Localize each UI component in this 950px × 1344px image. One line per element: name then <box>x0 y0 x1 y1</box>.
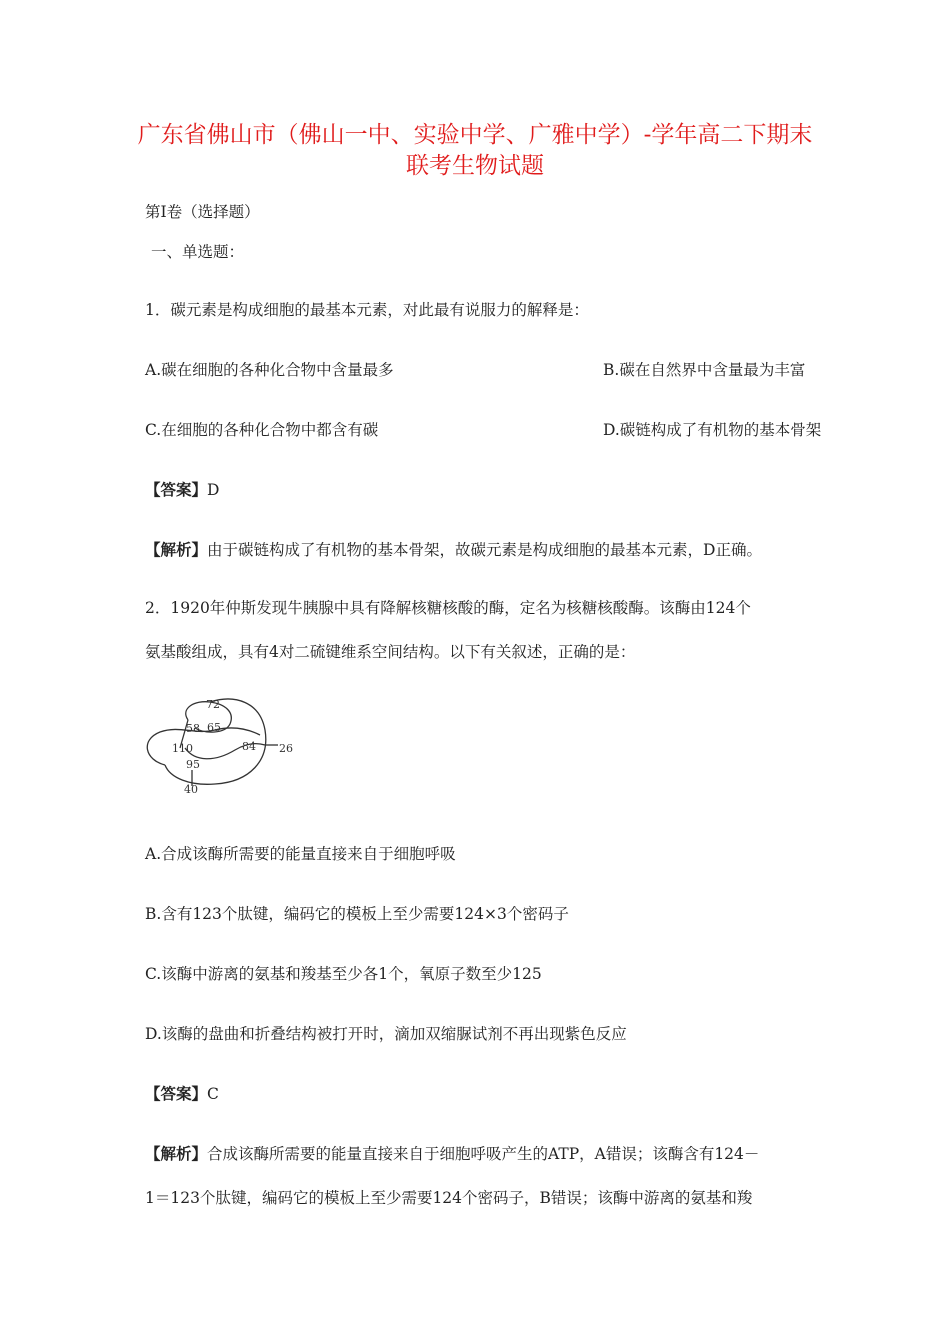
label-72: 72 <box>206 698 220 711</box>
q1-options-row-2 <box>145 418 822 440</box>
label-65: 65 <box>207 721 221 734</box>
label-58: 58 <box>186 722 200 735</box>
q1-stem: 1．碳元素是构成细胞的最基本元素，对此最有说服力的解释是： <box>145 301 589 319</box>
answer-label: 【答案】 <box>145 480 208 499</box>
q1-options-row-1 <box>145 358 806 380</box>
analysis-label: 【解析】 <box>145 1144 208 1163</box>
q2-answer <box>145 1082 219 1104</box>
section-heading: 第Ⅰ卷（选择题） <box>145 203 260 221</box>
q1-answer <box>145 478 219 500</box>
document-title <box>100 120 850 182</box>
q2-analysis-line-1 <box>145 1142 759 1164</box>
label-95: 95 <box>186 758 200 771</box>
q1-option-a: A.碳在细胞的各种化合物中含量最多 <box>145 361 394 379</box>
q1-option-d: D.碳链构成了有机物的基本骨架 <box>603 421 822 439</box>
enzyme-structure-diagram <box>140 690 300 800</box>
title-line-2: 联考生物试题 <box>406 153 544 179</box>
label-84: 84 <box>242 740 256 753</box>
title-line-1: 广东省佛山市（佛山一中、实验中学、广雅中学）-学年高二下期末 <box>137 122 813 148</box>
q2-option-c: C.该酶中游离的氨基和羧基至少各1个，氧原子数至少125 <box>145 965 542 983</box>
label-26: 26 <box>279 742 293 755</box>
label-40: 40 <box>184 783 198 796</box>
q2-stem-line-1: 2．1920年仲斯发现牛胰腺中具有降解核糖核酸的酶，定名为核糖核酸酶。该酶由124个 <box>145 599 751 617</box>
subsection-heading: 一、单选题： <box>151 243 245 261</box>
q2-analysis-line-2: 1＝123个肽键，编码它的模板上至少需要124个密码子，B错误；该酶中游离的氨基和羧 <box>145 1189 753 1207</box>
q2-option-d: D.该酶的盘曲和折叠结构被打开时，滴加双缩脲试剂不再出现紫色反应 <box>145 1025 627 1043</box>
q2-analysis-text-1: 合成该酶所需要的能量直接来自于细胞呼吸产生的ATP，A错误；该酶含有124－ <box>207 1145 760 1163</box>
label-110: 110 <box>172 742 193 755</box>
q1-answer-value: D <box>207 481 220 499</box>
q2-option-a: A.合成该酶所需要的能量直接来自于细胞呼吸 <box>145 845 456 863</box>
answer-label: 【答案】 <box>145 1084 208 1103</box>
q1-analysis <box>145 538 762 560</box>
q2-option-b: B.含有123个肽键，编码它的模板上至少需要124×3个密码子 <box>145 905 569 923</box>
analysis-label: 【解析】 <box>145 540 208 559</box>
q2-stem-line-2: 氨基酸组成，具有4对二硫键维系空间结构。以下有关叙述，正确的是： <box>145 643 636 661</box>
q2-answer-value: C <box>207 1085 219 1103</box>
q1-option-c: C.在细胞的各种化合物中都含有碳 <box>145 421 379 439</box>
q1-option-b: B.碳在自然界中含量最为丰富 <box>603 361 806 379</box>
q1-analysis-text: 由于碳链构成了有机物的基本骨架，故碳元素是构成细胞的最基本元素，D正确。 <box>207 541 762 559</box>
